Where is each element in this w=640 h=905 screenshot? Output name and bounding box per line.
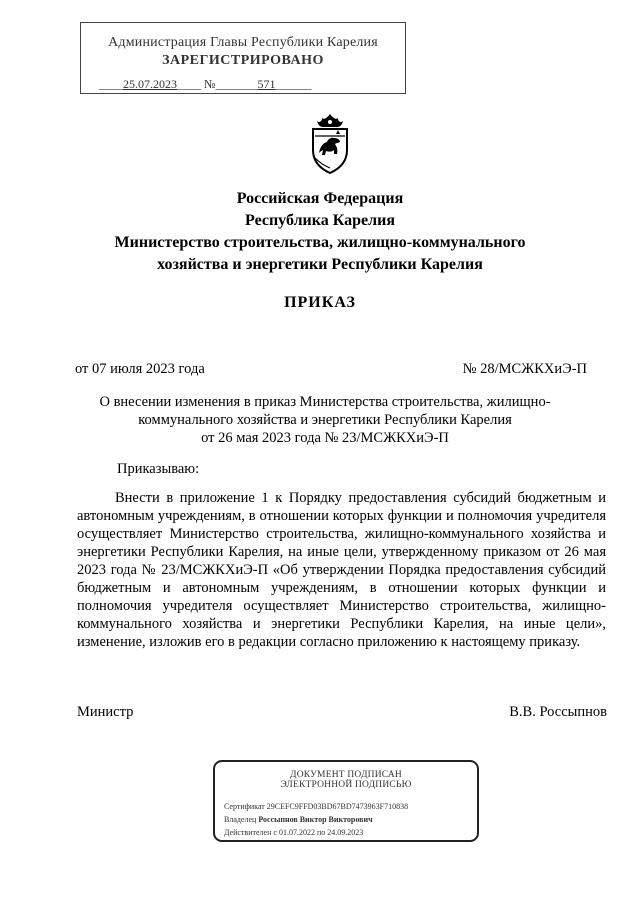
header-republic: Республика Карелия bbox=[245, 212, 395, 229]
esignature-title2: ЭЛЕКТРОННОЙ ПОДПИСЬЮ bbox=[280, 780, 412, 790]
header-federation: Российская Федерация bbox=[236, 190, 404, 207]
esignature-validity-row: Действителен с 01.07.2022 по 24.09.2023 bbox=[224, 828, 364, 837]
order-number: № 28/МСЖКХиЭ-П bbox=[462, 361, 587, 377]
document-header bbox=[60, 188, 580, 276]
registration-number-label: № bbox=[204, 77, 216, 91]
subject-line3: от 26 мая 2023 года № 23/МСЖКХиЭ-П bbox=[201, 430, 449, 446]
header-ministry-line1: Министерство строительства, жилищно-коммунального bbox=[114, 234, 526, 251]
registration-date: 25.07.2023 bbox=[123, 77, 177, 91]
subject-line1: О внесении изменения в приказ Министерства строительства, жилищно- bbox=[99, 394, 551, 410]
karelia-coat-of-arms-icon bbox=[305, 112, 355, 176]
esignature-owner-row: Владелец Россыпнов Виктор Викторович bbox=[224, 815, 373, 824]
esignature-valid-from: 01.07.2022 bbox=[278, 828, 315, 837]
order-date: от 07 июля 2023 года bbox=[75, 361, 205, 377]
esignature-owner: Россыпнов Виктор Викторович bbox=[258, 815, 373, 824]
order-subject bbox=[95, 393, 555, 447]
subject-line2: коммунального хозяйства и энергетики Республики Карелия bbox=[138, 412, 512, 428]
registration-date-number: ____25.07.2023____ №_______571______ bbox=[99, 77, 312, 91]
esignature-certificate-row: Сертификат 29CEFC9FFD03BD67BD7473963F710838 bbox=[224, 802, 409, 811]
order-body: Внести в приложение 1 к Порядку предоставления субсидий бюджетным и автономным учреждениям, в отношении которых функции и полномочия учредителя осуществляет Министерство строительства, жилищно-коммунального хозяйства и энергетики Республики Карелия, на иные цели, утвержденному приказом от 26 мая 2023 года № 23/МСЖКХиЭ-П «Об утверждении Порядка предоставления субсидий бюджетным и автономным учреждениям, в отношении которых функции и полномочия учредителя осуществляет Министерство строительства, жилищно-коммунального хозяйства и энергетики Республики Карелия, на иные цели», изменение, изложив его в редакции согласно приложению к настоящему приказу. bbox=[77, 490, 606, 650]
registration-stamp bbox=[80, 22, 406, 94]
esignature-valid-to: 24.09.2023 bbox=[327, 828, 364, 837]
esignature-title1: ДОКУМЕНТ ПОДПИСАН bbox=[290, 770, 402, 780]
registration-status: ЗАРЕГИСТРИРОВАНО bbox=[162, 53, 324, 68]
esignature-certificate: 29CEFC9FFD03BD67BD7473963F710838 bbox=[266, 802, 409, 811]
registration-authority: Администрация Главы Республики Карелия bbox=[108, 35, 378, 50]
header-ministry-line2: хозяйства и энергетики Республики Карелия bbox=[157, 256, 483, 273]
registration-number: 571 bbox=[257, 77, 276, 91]
order-directive: Приказываю: bbox=[117, 461, 200, 477]
signatory-name: В.В. Россыпнов bbox=[509, 704, 607, 720]
esignature-details bbox=[224, 800, 408, 839]
electronic-signature-stamp bbox=[213, 760, 479, 842]
signatory-position: Министр bbox=[77, 704, 134, 720]
order-title: ПРИКАЗ bbox=[284, 294, 356, 311]
